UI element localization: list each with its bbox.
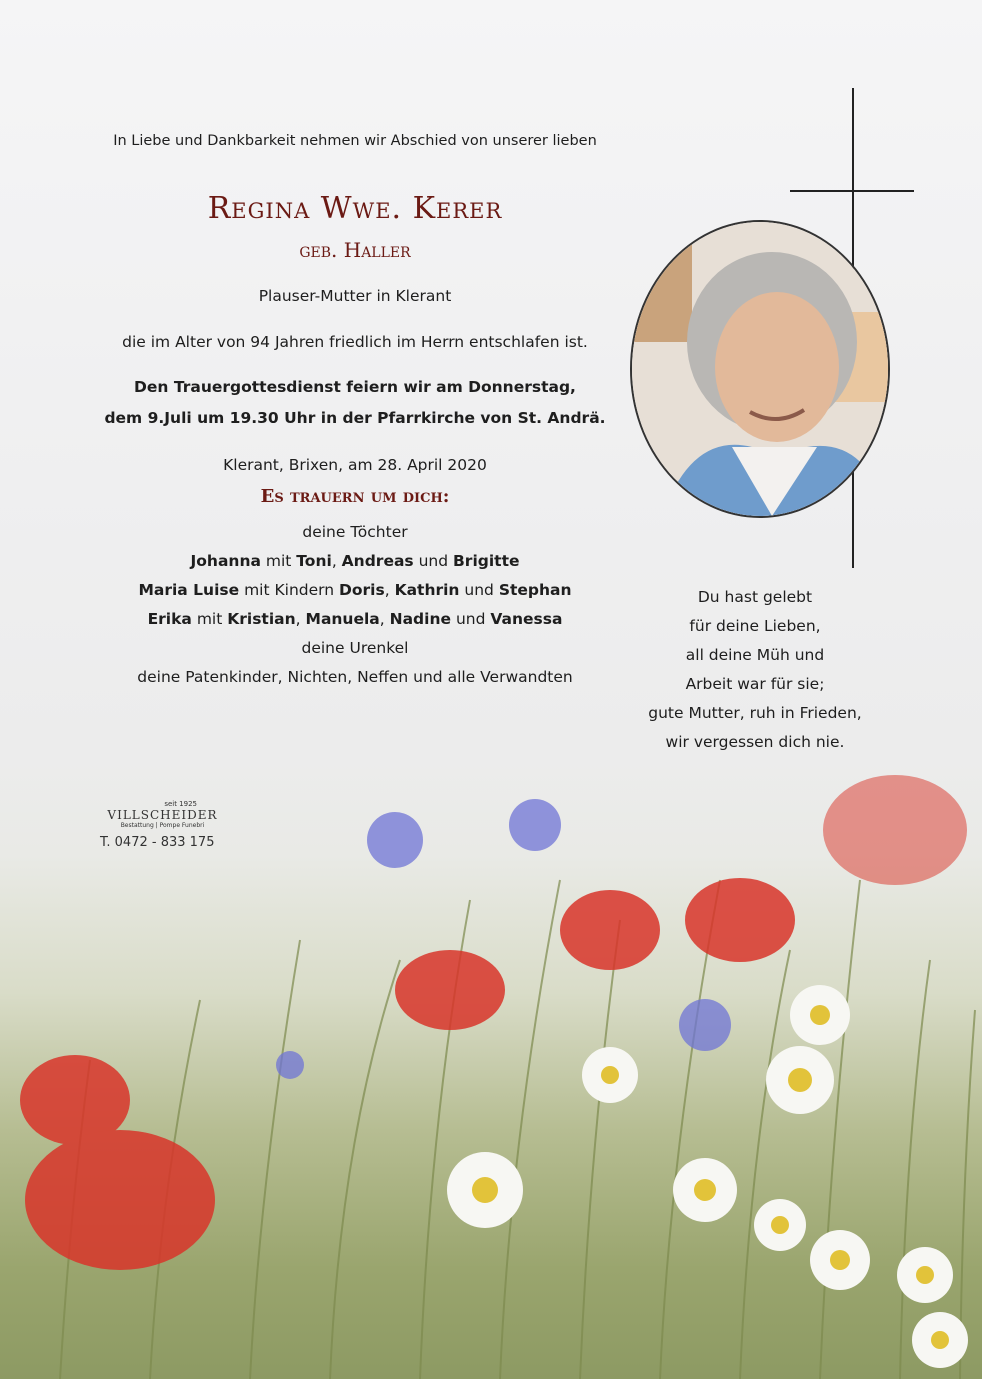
mourners-title: Es trauern um dich: [260,486,450,507]
mourners-daughters: deine Töchter [302,523,408,541]
mourners-greatgrandchildren: deine Urenkel [301,639,409,657]
intro-text: In Liebe und Dankbarkeit nehmen wir Abschied von unserer lieben [113,133,597,149]
age-line: die im Alter von 94 Jahren friedlich im Herrn entschlafen ist. [122,333,588,351]
birth-name: geb. Haller [299,238,411,262]
poem-line: gute Mutter, ruh in Frieden, [648,704,862,722]
cross-horizontal [790,190,914,192]
meadow-flowers-illustration [0,760,982,1379]
poem-line: Du hast gelebt [697,588,813,606]
undertaker-phone: T. 0472 - 833 175 [100,835,215,850]
mourners-family-3: Erika mit Kristian, Manuela, Nadine und Vanessa [147,610,563,628]
poem-line: für deine Lieben, [689,617,821,635]
undertaker-name: VILLSCHEIDER [107,808,218,822]
undertaker-subtitle: Bestattung | Pompe Funebri [120,822,205,829]
portrait-illustration [632,222,888,516]
deceased-name: Regina Wwe. Kerer [207,191,503,226]
portrait-photo [630,220,890,518]
place-date: Klerant, Brixen, am 28. April 2020 [223,456,487,474]
service-line-2: dem 9.Juli um 19.30 Uhr in der Pfarrkirche von St. Andrä. [104,409,606,427]
mourners-family-2: Maria Luise mit Kindern Doris, Kathrin und Stephan [138,581,572,599]
undertaker-since: seit 1925 [164,800,197,808]
title-line: Plauser-Mutter in Klerant [258,287,452,305]
poem-line: all deine Müh und [685,646,825,664]
mourners-others: deine Patenkinder, Nichten, Neffen und alle Verwandten [137,668,573,686]
poem [630,583,880,757]
poem-line: wir vergessen dich nie. [665,733,845,751]
service-line-1: Den Trauergottesdienst feiern wir am Donnerstag, [134,378,576,396]
mourners-family-1: Johanna mit Toni, Andreas und Brigitte [190,552,520,570]
poem-line: Arbeit war für sie; [685,675,825,693]
